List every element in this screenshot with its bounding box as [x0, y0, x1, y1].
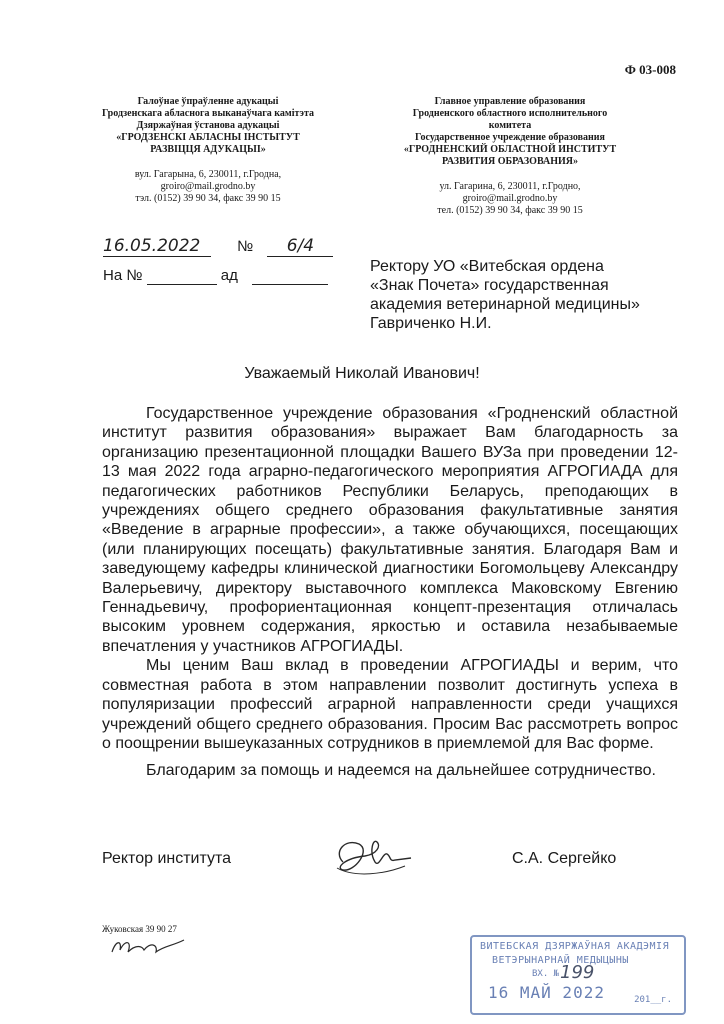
letterhead-by-line5: РАЗВІЦЦЯ АДУКАЦЫІ»: [150, 144, 266, 155]
addressee-line2: «Знак Почета» государственная: [370, 277, 609, 294]
registration-block: [103, 236, 333, 285]
reference-number-blank: [147, 267, 217, 285]
number-label: №: [237, 238, 254, 255]
executor-info: Жуковская 39 90 27: [102, 924, 177, 934]
signatory-title: Ректор института: [102, 850, 232, 867]
handwritten-signature: [325, 832, 415, 887]
letterhead-ru-line1: Главное управление образования: [434, 96, 586, 107]
salutation: Уважаемый Николай Иванович!: [244, 365, 480, 382]
letterhead-ru-address: ул. Гагарина, 6, 230011, г.Гродно,: [439, 181, 581, 192]
letterhead-by-line2: Гродзенскага абласнога выканаўчага камітэта: [101, 108, 315, 119]
outgoing-number: 6/4: [267, 236, 333, 257]
stamp-date: 16 МАЙ 2022: [488, 983, 605, 1002]
addressee-block: [370, 257, 670, 333]
body-paragraph-1: Государственное учреждение образования «Гродненский областной институт развития образования» выражает Вам благодарность за организацию презентационной площадки Вашего ВУЗа при проведении 12-13 мая 2022 года аграрно-педагогического мероприятия АГРОГИАДА для педагогических работников Республики Беларусь, преподающих в учреждениях общего среднего образования факультативные занятия «Введение в аграрные профессии», а также обучающихся, посещающих (или планирующих посещать) факультативные занятия. Благодаря Вам и заведующему кафедры клинической диагностики Богомольцеву Александру Валерьевичу, директору выставочного комплекса Маковскому Евгению Геннадьевичу, профориентационная концепт-презентация отличалась высоким уровнем содержания, яркостью и оставила незабываемые впечатления у участников АГРОГИАДЫ.: [102, 405, 678, 655]
form-code: Ф 03-008: [624, 62, 676, 77]
stamp-reg-number: 199: [560, 962, 595, 983]
letterhead-belarusian: [98, 96, 318, 205]
letterhead-by-address: вул. Гагарына, 6, 230011, г.Гродна,: [134, 169, 282, 180]
letterhead-by-line1: Галоўнае ўпраўленне адукацыі: [137, 96, 279, 107]
stamp-tail: 201__г.: [634, 995, 672, 1005]
stamp-reg-label: ВХ. №: [532, 969, 560, 979]
letterhead-ru-email: groiro@mail.grodno.by: [462, 193, 558, 204]
reference-from-label: ад: [220, 267, 238, 284]
letterhead-ru-phone: тел. (0152) 39 90 34, факс 39 90 15: [437, 205, 583, 216]
executor-signature: [108, 934, 188, 963]
addressee-line1: Ректору УО «Витебская ордена: [370, 258, 604, 275]
letterhead-by-line4: «ГРОДЗЕНСКІ АБЛАСНЫ ІНСТЫТУТ: [116, 132, 300, 143]
addressee-line4: Гавриченко Н.И.: [370, 315, 492, 332]
letterhead-by-line3: Дзяржаўная ўстанова адукацыі: [136, 120, 280, 131]
stamp-line1: ВИТЕБСКАЯ ДЗЯРЖАЎНАЯ АКАДЭМІЯ: [480, 941, 670, 952]
letterhead-by-phone: тэл. (0152) 39 90 34, факс 39 90 15: [135, 193, 281, 204]
letterhead-ru-line4: «ГРОДНЕНСКИЙ ОБЛАСТНОЙ ИНСТИТУТ: [403, 144, 617, 155]
reference-date-blank: [252, 267, 328, 285]
body-paragraph-2: Мы ценим Ваш вклад в проведении АГРОГИАДЫ и верим, что совместная работа в этом направлении позволит достигнуть успеха в популяризации профессий аграрной направленности среди учащихся учреждений общего среднего образования. Просим Вас рассмотреть вопрос о поощрении вышеуказанных сотрудников в приемлемой для Вас форме.: [102, 657, 678, 752]
letterhead-russian: [395, 96, 625, 217]
addressee-line3: академия ветеринарной медицины»: [370, 296, 640, 313]
letterhead-by-email: groiro@mail.grodno.by: [160, 181, 256, 192]
signatory-name: С.А. Сергейко: [512, 850, 617, 867]
outgoing-date: 16.05.2022: [103, 236, 211, 257]
incoming-registration-stamp: [470, 935, 686, 1015]
body-paragraph-3: Благодарим за помощь и надеемся на дальнейшее сотрудничество.: [146, 762, 656, 780]
letter-body: [102, 404, 678, 781]
letterhead-ru-line3: Государственное учреждение образования: [415, 132, 605, 143]
stamp-line2: ВЕТЭРЫНАРНАЙ МЕДЫЦЫНЫ: [492, 955, 629, 966]
reference-label: На №: [103, 267, 143, 284]
letterhead-ru-line5: РАЗВИТИЯ ОБРАЗОВАНИЯ»: [442, 156, 578, 167]
letterhead-ru-line2: Гродненского областного исполнительного комитета: [412, 108, 608, 131]
